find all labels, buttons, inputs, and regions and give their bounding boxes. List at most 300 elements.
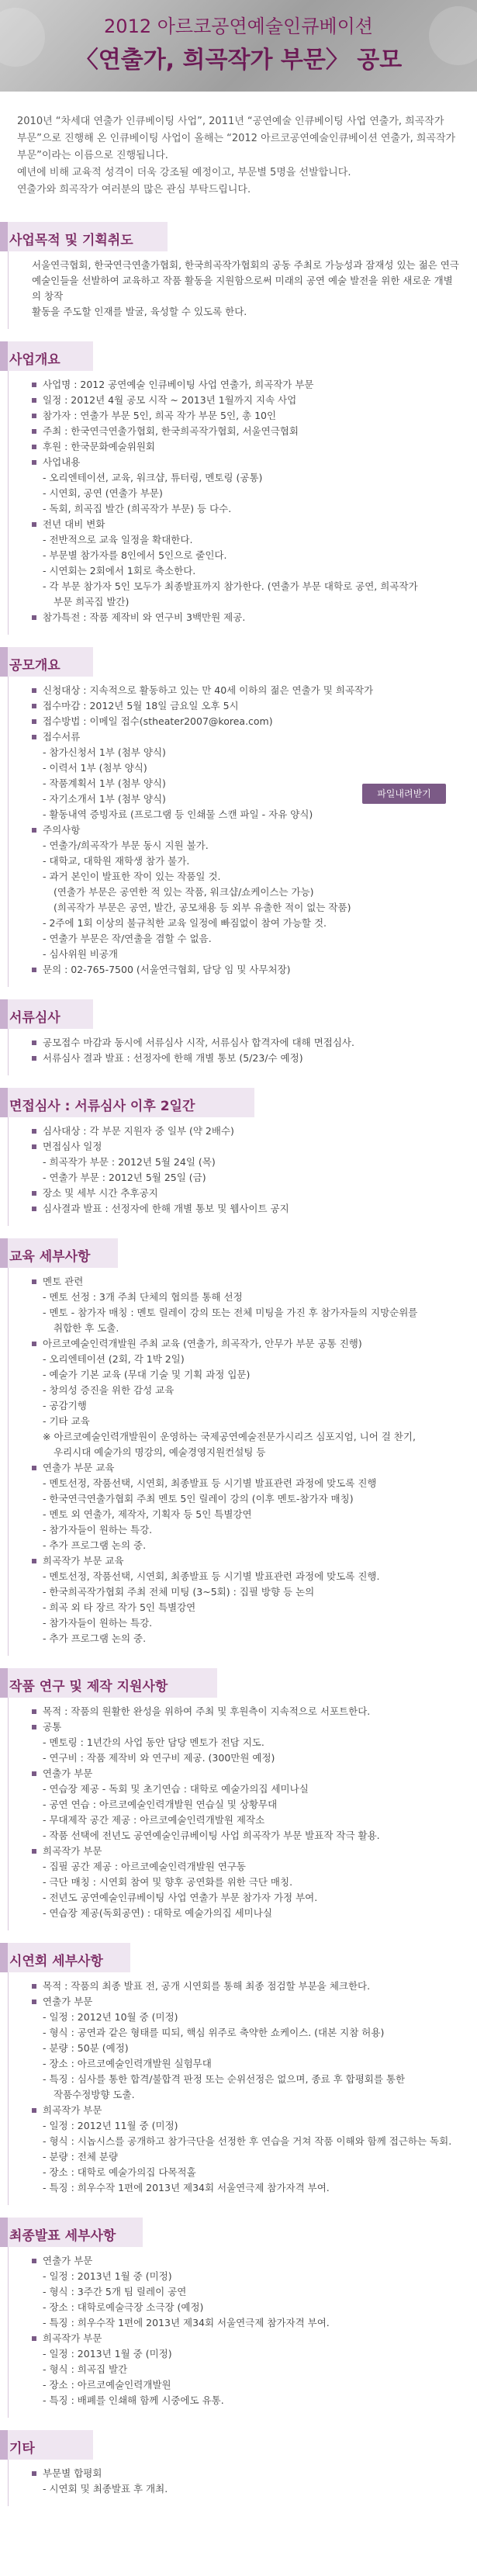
section-line-text: - 연출가 부문 : 2012년 5월 25일 (금) (43, 1172, 206, 1183)
section-line (43, 853, 461, 869)
section-line-text: - 연습장 제공(독회공연) : 대학로 예술가의집 세미나실 (43, 1907, 272, 1919)
section-line (43, 1631, 461, 1646)
section-line (43, 916, 461, 931)
section-line-text: ※ 아르코예술인력개발원이 운영하는 국제공연예술전문가시리즈 심포지엄, 니어 걸 찬기, (43, 1431, 416, 1442)
section-title: 시연회 세부사항 (9, 1954, 103, 1969)
section-line (43, 1750, 461, 1766)
section-line-text: 일정 : 2012년 4월 공모 시작 ~ 2013년 1월까지 지속 사업 (43, 394, 297, 406)
section-line-text: - 참가자들이 원하는 특강. (43, 1524, 153, 1536)
section-line-text: - 이력서 1부 (첨부 양식) (43, 762, 147, 774)
section-line (43, 2377, 461, 2393)
section-line (43, 2180, 461, 2196)
section-body (8, 1268, 477, 1656)
section-line (43, 2315, 461, 2331)
section-line-text: 접수마감 : 2012년 5월 18일 금요일 오후 5시 (43, 700, 239, 712)
bullet-square-icon (32, 968, 36, 972)
section-line-text: 부문별 합평회 (43, 2467, 102, 2479)
section-line (43, 1367, 461, 1383)
section-title-bar (0, 1943, 477, 1972)
section-line-text: 아르코예술인력개발원 주최 교육 (연출가, 희곡작가, 안무가 부문 공통 진행) (43, 1338, 362, 1349)
intro-line: 2010년 “차세대 연출가 인큐베이팅 사업”, 2011년 “공연예술 인큐베이팅 사업 연출가, 희곡작가 (17, 116, 444, 127)
section-line (32, 1844, 461, 1859)
section-title: 면접심사 : 서류심사 이후 2일간 (9, 1099, 195, 1114)
section-line (43, 807, 461, 822)
bullet-square-icon (32, 383, 36, 387)
section-line (32, 1035, 461, 1051)
section-line-text: 주최 : 한국연극연출가협회, 한국희곡작가협회, 서울연극협회 (43, 425, 299, 437)
section-line (32, 2466, 461, 2481)
section-line (43, 760, 461, 776)
section-line-text: - 각 부문 참가자 5인 모두가 최종발표까지 참가한다. (연출가 부문 대학로 공연, 희곡작가 (43, 580, 418, 592)
footer-space (0, 2506, 477, 2576)
bullet-square-icon (32, 1040, 36, 1045)
bullet-square-icon (32, 429, 36, 434)
section-body (8, 1117, 477, 1226)
section-title-accent (0, 341, 8, 371)
section-line-text: (희곡작가 부문은 공연, 발간, 공모채용 등 외부 유출한 적이 없는 작품) (54, 902, 351, 913)
section-line-text: - 장소 : 대학로예술극장 소극장 (예정) (43, 2301, 204, 2313)
section-line-text: - 작품 선택에 전년도 공연예술인큐베이팅 사업 희곡작가 부문 발표작 작극 활용. (43, 1830, 380, 1841)
section-line (43, 563, 461, 579)
section-line (43, 2284, 461, 2300)
section-line-text: - 부문별 참가자를 8인에서 5인으로 줄인다. (43, 549, 227, 561)
section-line-text: 장소 및 세부 시간 추후공지 (43, 1187, 158, 1199)
section-line (32, 393, 461, 408)
section-line-text: 부문 희곡집 발간) (54, 596, 130, 608)
banner-title: 2012 아르코공연예술인큐베이션 (104, 16, 373, 37)
section-line-text: - 특징 : 배폐를 인쇄해 함께 시중에도 유통. (43, 2394, 224, 2406)
section-line (43, 1584, 461, 1600)
section-title-bar (0, 647, 477, 677)
section-line-text: - 희곡작가 부문 : 2012년 5월 24일 (목) (43, 1156, 216, 1168)
bullet-square-icon (32, 445, 36, 449)
section (0, 2218, 477, 2418)
section-line (43, 486, 461, 501)
section-line (32, 408, 461, 424)
section-line (32, 822, 461, 838)
section-title-accent (0, 222, 8, 251)
section-line (32, 1274, 461, 1290)
section-line-text: 서류심사 결과 발표 : 선정자에 한해 개별 통보 (5/23/수 예정) (43, 1052, 303, 1064)
section-line (43, 532, 461, 548)
section-line-text: 희곡작가 부문 (43, 2332, 102, 2344)
section-line-text: - 형식 : 공연과 같은 형태를 띠되, 핵심 위주로 축약한 쇼케이스. (대본 지참 허용) (43, 2027, 385, 2038)
section-line-text: - 멘토 - 참가자 매칭 : 멘토 릴레이 강의 또는 전체 미팅을 가진 후 참가자들의 지망순위를 (43, 1307, 418, 1318)
section-line-text: 참가자 : 연출가 부문 5인, 희곡 작가 부문 5인, 총 10인 (43, 410, 277, 421)
section (0, 1238, 477, 1656)
section-line (32, 1336, 461, 1352)
section-line (43, 1491, 461, 1507)
section-line-text: 목적 : 작품의 최종 발표 전, 공개 시연회를 통해 최종 점검할 부분을 체크한다. (43, 1980, 371, 1992)
section-line-text: - 전반적으로 교육 일정을 확대한다. (43, 534, 193, 545)
section-line (32, 424, 461, 439)
section-line-text: - 무대제작 공간 제공 : 아르코예술인력개발원 제작소 (43, 1814, 265, 1826)
section-line (43, 548, 461, 563)
section-line-text: 희곡작가 부문 교육 (43, 1555, 124, 1567)
bullet-square-icon (32, 1725, 36, 1729)
section-line-text: - 예술가 기본 교육 (무대 기술 및 기획 과정 입문) (43, 1369, 251, 1380)
section-line-text: 활동을 주도할 인재를 발굴, 육성할 수 있도록 한다. (32, 306, 247, 317)
section-line-text: - 특징 : 심사를 통한 합격/불합격 판정 또는 순위선정은 없으며, 종료 후 합평회를 통한 (43, 2073, 406, 2085)
section-line (32, 1124, 461, 1139)
intro-line: 부문”으로 진행해 온 인큐베이팅 사업이 올해는 “2012 아르코공연예술인큐베이션 연출가, 희곡작가 (17, 133, 456, 144)
bullet-square-icon (32, 704, 36, 708)
section-title: 교육 세부사항 (9, 1249, 91, 1265)
bullet-square-icon (32, 1342, 36, 1346)
section-line (54, 594, 461, 610)
section-line (32, 2253, 461, 2269)
section-line (43, 2072, 461, 2087)
section-line-text: 후원 : 한국문화예술위원회 (43, 441, 155, 452)
section-line-text: - 장소 : 아르코예술인력개발원 (43, 2379, 171, 2391)
bullet-square-icon (32, 1129, 36, 1134)
section-line (32, 1719, 461, 1735)
section-line (43, 1781, 461, 1797)
section-title-accent (0, 999, 8, 1029)
section-line (54, 885, 461, 900)
section-line-text: - 시연회는 2회에서 1회로 축소한다. (43, 565, 196, 576)
section-line (43, 2393, 461, 2408)
section-body (8, 1972, 477, 2205)
section-line-text: - 희곡 외 타 장르 작가 5인 특별강연 (43, 1601, 196, 1613)
section-line (32, 714, 461, 729)
section-line-text: - 연출가/희곡작가 부문 동시 지원 불가. (43, 840, 209, 851)
section-line-text: - 시연회 및 최종발표 후 개최. (43, 2483, 168, 2495)
section-line (43, 2149, 461, 2165)
intro-line: 연출가와 희곡작가 여러분의 많은 관심 부탁드립니다. (17, 184, 251, 196)
bullet-square-icon (32, 1056, 36, 1061)
section-line-text: - 연습장 제공 - 독회 및 초기연습 : 대학로 예술가의집 세미나실 (43, 1783, 309, 1795)
section-title-accent (0, 2430, 8, 2460)
section-line-text: - 시연회, 공연 (연출가 부문) (43, 487, 163, 499)
section-line-text: 연출가 부문 교육 (43, 1462, 115, 1473)
section-line (32, 2331, 461, 2346)
bullet-square-icon (32, 2336, 36, 2341)
section-line (43, 1828, 461, 1844)
section-line-text: - 공연 연습 : 아르코예술인력개발원 연습실 및 상황무대 (43, 1799, 278, 1810)
section (0, 999, 477, 1075)
section-line (32, 377, 461, 393)
section-line (43, 1290, 461, 1305)
section-title: 서류심사 (9, 1010, 60, 1026)
section-line (43, 2134, 461, 2149)
section-line-text: - 참가자들이 원하는 특강. (43, 1617, 153, 1629)
section-line (43, 1569, 461, 1584)
section-line-text: 공통 (43, 1721, 62, 1733)
section-line (32, 517, 461, 532)
section-line (43, 2346, 461, 2362)
section-line-text: - 전년도 공연예술인큐베이팅 사업 연출가 부문 참가자 가정 부여. (43, 1892, 318, 1903)
section-line (54, 2087, 461, 2103)
section-line-text: - 자기소개서 1부 (첨부 양식) (43, 793, 166, 805)
bullet-square-icon (32, 460, 36, 465)
section-line (43, 1615, 461, 1631)
section-line (32, 1201, 461, 1217)
section-line (43, 1155, 461, 1170)
section-line-text: 멘토 관련 (43, 1276, 84, 1287)
section-title-bar (0, 2218, 477, 2247)
section-line-text: 취합한 후 도출. (54, 1322, 119, 1334)
section-line (43, 1170, 461, 1186)
section-line (43, 2300, 461, 2315)
section-line (32, 1704, 461, 1719)
section-line-text: 신청대상 : 지속적으로 활동하고 있는 만 40세 이하의 젊은 연출가 및 희곡작가 (43, 684, 374, 696)
section-title: 최종발표 세부사항 (9, 2228, 116, 2244)
section-body (8, 677, 477, 987)
section-title-bar (0, 2430, 477, 2460)
section (0, 222, 477, 329)
header-banner (0, 0, 477, 92)
section-line (43, 1476, 461, 1491)
section-line (43, 1507, 461, 1522)
section-line (43, 2041, 461, 2056)
section-line (32, 729, 461, 745)
section-line-text: 연출가 부문 (43, 1996, 93, 2007)
section-line-text: - 오리엔테이션, 교육, 워크샵, 튜터링, 멘토링 (공통) (43, 472, 263, 483)
section-body (8, 1029, 477, 1075)
section-line-text: - 형식 : 시놉시스를 공개하고 참가극단을 선정한 후 연습을 거쳐 작품 이해와 함께 접근하는 독회. (43, 2135, 452, 2147)
section-line-text: - 기타 교육 (43, 1415, 90, 1427)
section-line-text: - 분량 : 전체 분량 (43, 2151, 119, 2162)
section-title-bar (0, 1088, 477, 1117)
bullet-square-icon (32, 615, 36, 620)
section-line (43, 1538, 461, 1553)
section-title-accent (0, 2218, 8, 2247)
section-line (43, 1383, 461, 1398)
section-line (32, 455, 461, 470)
section-line (32, 273, 461, 304)
section-line (43, 2269, 461, 2284)
section-line (32, 1979, 461, 1994)
section (0, 1943, 477, 2205)
section-line (32, 1186, 461, 1201)
section (0, 2430, 477, 2506)
section-line-text: 작품수정방향 도출. (54, 2089, 135, 2100)
section-line-text: 문의 : 02-765-7500 (서울연극협회, 담당 임 및 사무처장) (43, 964, 291, 975)
section-line-text: - 형식 : 3주간 5개 팀 릴레이 공연 (43, 2286, 187, 2297)
section-line (43, 1398, 461, 1414)
section-line-text: - 오리엔테이션 (2회, 각 1박 2일) (43, 1353, 185, 1365)
bullet-square-icon (32, 1849, 36, 1854)
section-line-text: - 한국희곡작가협회 주최 전체 미팅 (3~5회) : 집필 방향 등 논의 (43, 1586, 315, 1598)
section (0, 1668, 477, 1930)
section-line (54, 1321, 461, 1336)
section-line (43, 1813, 461, 1828)
section-line (32, 1766, 461, 1781)
section-line-text: 사업명 : 2012 공연예술 인큐베이팅 사업 연출가, 희곡작가 부문 (43, 379, 314, 390)
section-line-text: - 일정 : 2012년 10월 중 (미정) (43, 2011, 178, 2023)
section-line-text: - 대학교, 대학원 재학생 참가 불가. (43, 855, 190, 867)
section-line (32, 1139, 461, 1155)
section-line (43, 1600, 461, 1615)
section-line (43, 1414, 461, 1429)
section-line-text: 접수서류 (43, 731, 81, 743)
bullet-square-icon (32, 2000, 36, 2004)
section-line-text: 공모접수 마감과 동시에 서류심사 시작, 서류심사 합격자에 대해 면접심사. (43, 1037, 354, 1048)
section-line (32, 683, 461, 698)
bullet-square-icon (32, 735, 36, 739)
section-line (43, 869, 461, 885)
section-line (43, 838, 461, 853)
section-line-text: 우리시대 예술가의 명강의, 예술경영지원컨설팅 등 (54, 1446, 266, 1458)
section-title-accent (0, 1943, 8, 1972)
section (0, 1088, 477, 1226)
section-body (8, 2460, 477, 2506)
section-line-text: 서울연극협회, 한국연극연출가협회, 한국희곡작가협회의 공동 주최로 가능성과 잠재성 있는 젊은 연극 (32, 259, 459, 271)
intro-line: 부문”이라는 이름으로 진행됩니다. (17, 150, 168, 161)
section-body (8, 1698, 477, 1930)
bullet-square-icon (32, 1144, 36, 1149)
section-line-text: - 특징 : 희우수작 1편에 2013년 제34회 서울연극제 참가자격 부여. (43, 2317, 330, 2328)
section-line (32, 698, 461, 714)
section-line-text: - 멘토링 : 1년간의 사업 동안 담당 멘토가 전담 지도. (43, 1736, 264, 1748)
bullet-square-icon (32, 2108, 36, 2113)
section-title-accent (0, 1088, 8, 1117)
section-line-text: - 장소 : 대학로 예술가의집 다목적홀 (43, 2166, 196, 2178)
section-line-text: - 멘토선정, 작품선택, 시연회, 최종발표 등 시기별 발표관련 과정에 맞도록 진행. (43, 1570, 380, 1582)
section-line-text: - 작품계획서 1부 (첨부 양식) (43, 777, 166, 789)
section-line (43, 2056, 461, 2072)
section-title-bar (0, 999, 477, 1029)
bullet-square-icon (32, 1191, 36, 1196)
section-line-text: - 한국연극연출가협회 주최 멘토 5인 릴레이 강의 (이후 멘토-참가자 매칭) (43, 1493, 354, 1504)
section-title: 공모개요 (9, 658, 60, 673)
bullet-square-icon (32, 2259, 36, 2263)
bullet-square-icon (32, 1709, 36, 1714)
section-line-text: - 공감기행 (43, 1400, 87, 1411)
section-line-text: - 추가 프로그램 논의 중. (43, 1539, 147, 1551)
section (0, 647, 477, 987)
section-line-text: - 창의성 증진을 위한 감성 교육 (43, 1384, 175, 1396)
section-line (32, 1460, 461, 1476)
banner-subtitle: 〈연출가, 희곡작가 부문〉 공모 (74, 47, 403, 74)
section-line (43, 1305, 461, 1321)
bullet-square-icon (32, 398, 36, 403)
section-line (43, 1890, 461, 1906)
section-line-text: - 2주에 1회 이상의 불규칙한 교육 일정에 빠짐없이 참여 가능할 것. (43, 917, 327, 929)
section-line-text: - 일정 : 2012년 11월 중 (미정) (43, 2120, 178, 2131)
download-files-button[interactable]: 파일내려받기 (362, 784, 446, 804)
section-title-accent (0, 647, 8, 677)
section-line-text: 면접심사 일정 (43, 1141, 102, 1152)
section-line-text: - 특징 : 희우수작 1편에 2013년 제34회 서울연극제 참가자격 부여. (43, 2182, 330, 2193)
section-line (43, 1797, 461, 1813)
bullet-square-icon (32, 688, 36, 693)
bullet-square-icon (32, 719, 36, 724)
section-line-text: - 장소 : 아르코예술인력개발원 실험무대 (43, 2058, 212, 2069)
bullet-square-icon (32, 1207, 36, 1211)
section-line-text: - 일정 : 2013년 1월 중 (미정) (43, 2270, 172, 2282)
section-line (32, 304, 461, 320)
bullet-square-icon (32, 1279, 36, 1284)
section-line (43, 1906, 461, 1921)
section-line-text: 예술인들을 선발하여 교육하고 작품 활동을 지원함으로써 미래의 공연 예술 발전을 위한 새로운 개별의 창작 (32, 275, 453, 302)
section-line (32, 610, 461, 625)
section-line (43, 931, 461, 947)
section-line-text: - 멘토 외 연출가, 제작자, 기획자 등 5인 특별강연 (43, 1508, 252, 1520)
section-line (43, 2165, 461, 2180)
section-line-text: - 심사위원 비공개 (43, 948, 118, 960)
section-line-text: 참가특전 : 작품 제작비 와 연구비 3백만원 제공. (43, 611, 246, 623)
section-line (43, 501, 461, 517)
section-line (43, 579, 461, 594)
section-line-text: - 과거 본인이 발표한 작이 있는 작품일 것. (43, 871, 221, 882)
bullet-square-icon (32, 1559, 36, 1563)
section-line (43, 2025, 461, 2041)
section-title-bar (0, 1238, 477, 1268)
sections (0, 222, 477, 2506)
section-line (32, 1553, 461, 1569)
section-line-text: 주의사항 (43, 824, 81, 836)
section-line (43, 1735, 461, 1750)
section-line-text: 심사대상 : 각 부문 지원자 중 일부 (약 2배수) (43, 1125, 234, 1137)
section-title-bar (0, 1668, 477, 1698)
section-line-text: 연출가 부문 (43, 2255, 93, 2266)
section-line (43, 2362, 461, 2377)
section-line-text: 접수방법 : 이메일 접수(stheater2007@korea.com) (43, 715, 273, 727)
section-line (43, 947, 461, 962)
section-line-text: 목적 : 작품의 원활한 완성을 위하여 주최 및 후원측이 지속적으로 서포트한다. (43, 1705, 371, 1717)
section-line (43, 1859, 461, 1875)
section-line-text: - 극단 매칭 : 시연회 참여 및 향후 공연화를 위한 극단 매칭. (43, 1876, 293, 1888)
bullet-square-icon (32, 414, 36, 418)
section-line (43, 2010, 461, 2025)
section-line (54, 900, 461, 916)
section-line-text: - 형식 : 희곡집 발간 (43, 2363, 128, 2375)
section-title: 작품 연구 및 제작 지원사항 (9, 1679, 168, 1695)
section-title-accent (0, 1238, 8, 1268)
section-line-text: 희곡작가 부문 (43, 1845, 102, 1857)
section-body (8, 2247, 477, 2418)
section-line-text: 심사결과 발표 : 선정자에 한해 개별 통보 및 웹사이트 공지 (43, 1203, 289, 1214)
section-line (43, 1429, 461, 1445)
section-line-text: - 연출가 부문은 작/연출을 겸할 수 없음. (43, 933, 212, 944)
bullet-square-icon (32, 1466, 36, 1470)
section-line (43, 745, 461, 760)
section-line (43, 470, 461, 486)
section-line (43, 1875, 461, 1890)
bullet-square-icon (32, 1771, 36, 1776)
section-line (32, 1051, 461, 1066)
section-line-text: (연출가 부문은 공연한 적 있는 작품, 워크샵/쇼케이스는 가능) (54, 886, 314, 898)
section-line-text: - 일정 : 2013년 1월 중 (미정) (43, 2348, 172, 2360)
section-title: 사업목적 및 기획취도 (9, 233, 133, 248)
section-title-bar (0, 341, 477, 371)
section-title-accent (0, 1668, 8, 1698)
bullet-square-icon (32, 1984, 36, 1989)
section-line (32, 439, 461, 455)
bullet-square-icon (32, 522, 36, 527)
section-line-text: - 활동내역 증빙자료 (프로그램 등 인쇄물 스캔 파일 - 자유 양식) (43, 808, 313, 820)
section-line-text: 연출가 부문 (43, 1768, 93, 1779)
section-line (54, 1445, 461, 1460)
section-line-text: - 멘토선정, 작품선택, 시연회, 최종발표 등 시기별 발표관련 과정에 맞도록 진행 (43, 1477, 377, 1489)
section-line-text: - 멘토 선정 : 3개 주최 단체의 협의를 통해 선정 (43, 1291, 243, 1303)
section-line (43, 2118, 461, 2134)
section-line-text: - 집필 공간 제공 : 아르코예술인력개발원 연구동 (43, 1861, 246, 1872)
section-body (8, 371, 477, 635)
section-line-text: 희곡작가 부문 (43, 2104, 102, 2116)
section-line-text: - 분량 : 50분 (예정) (43, 2042, 129, 2054)
bullet-square-icon (32, 828, 36, 833)
section-line (43, 1352, 461, 1367)
section-title: 사업개요 (9, 352, 60, 368)
section-line (32, 962, 461, 978)
section-line (43, 2481, 461, 2497)
section-line (43, 1522, 461, 1538)
section-line-text: 사업내용 (43, 456, 81, 468)
section (0, 341, 477, 635)
